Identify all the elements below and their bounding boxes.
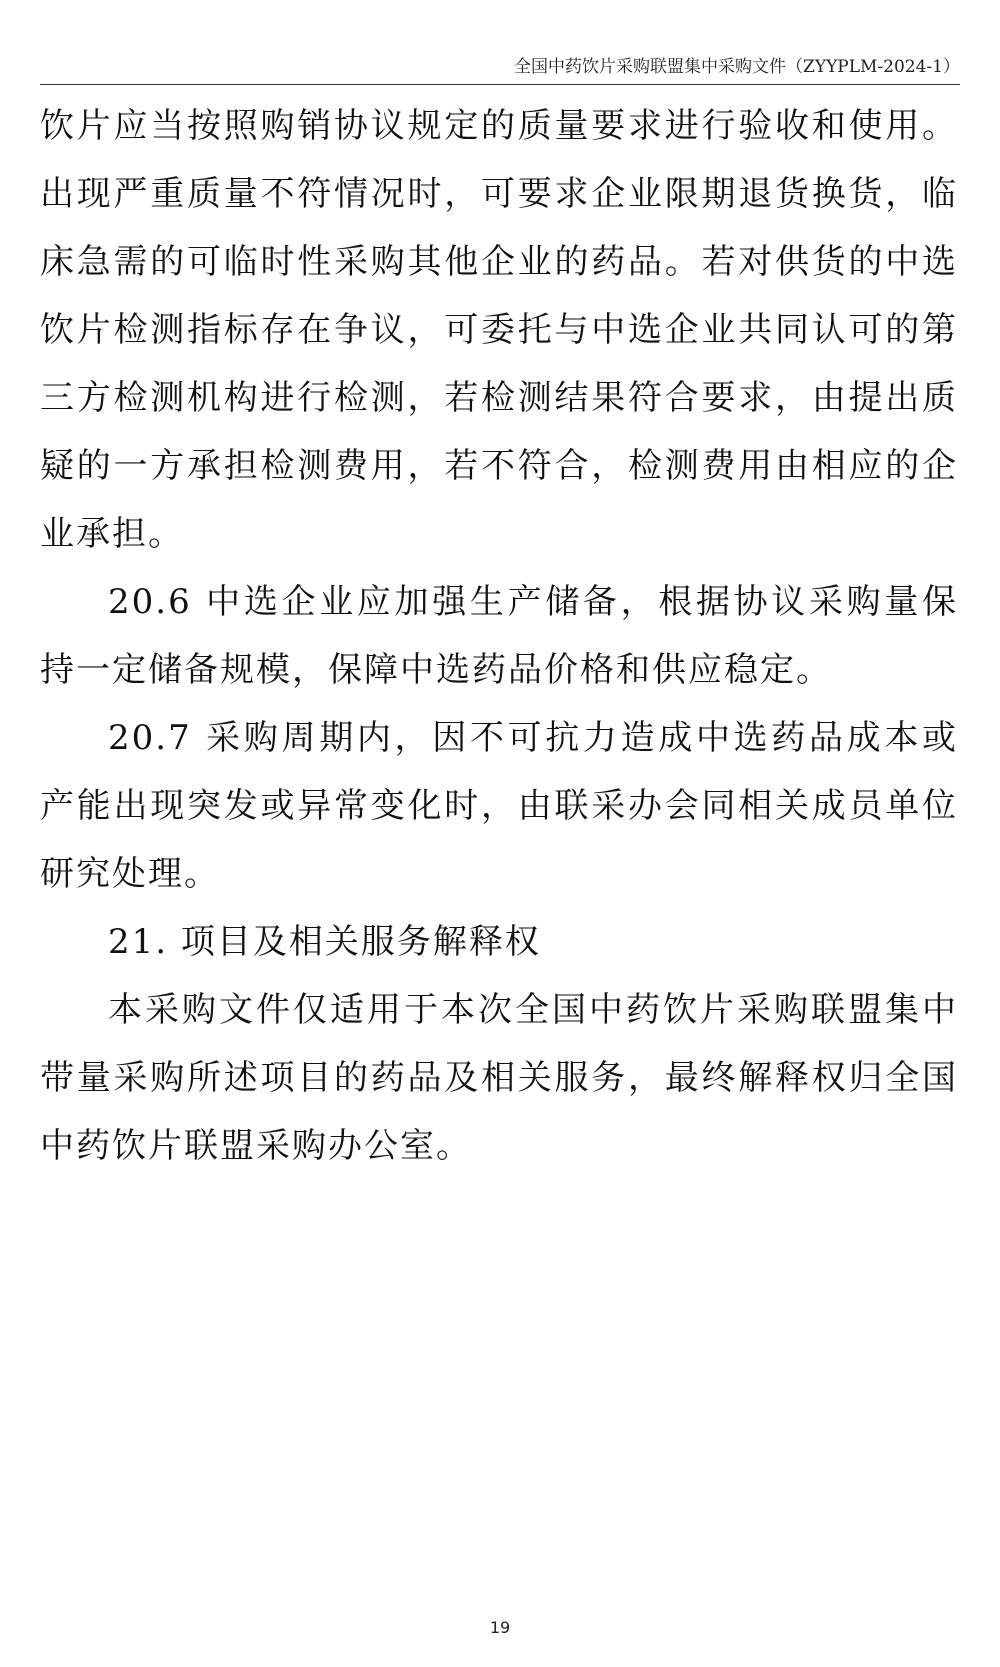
section-heading-21: 21. 项目及相关服务解释权 (108, 922, 541, 962)
paragraph-continuation: 饮片应当按照购销协议规定的质量要求进行验收和使用。出现严重质量不符情况时，可要求企业限期退货换货，临床急需的可临时性采购其他企业的药品。若对供货的中选饮片检测指标存在争议，可委托与中选企业共同认可的第三方检测机构进行检测，若检测结果符合要求，由提出质疑的一方承担检测费用，若不符合，检测费用由相应的企业承担。 (40, 106, 958, 554)
running-header: 全国中药饮片采购联盟集中采购文件（ZYYPLM-2024-1） (514, 57, 960, 77)
page-number: 19 (489, 1618, 511, 1637)
header-divider (40, 84, 960, 85)
paragraph-interpretation-right: 本采购文件仅适用于本次全国中药饮片采购联盟集中带量采购所述项目的药品及相关服务，最终解释权归全国中药饮片联盟采购办公室。 (40, 990, 958, 1166)
paragraph-20-6: 20.6 中选企业应加强生产储备，根据协议采购量保持一定储备规模，保障中选药品价格和供应稳定。 (40, 582, 958, 690)
paragraph-20-7: 20.7 采购周期内，因不可抗力造成中选药品成本或产能出现突发或异常变化时，由联采办会同相关成员单位研究处理。 (40, 718, 958, 894)
body-text (40, 92, 958, 1180)
